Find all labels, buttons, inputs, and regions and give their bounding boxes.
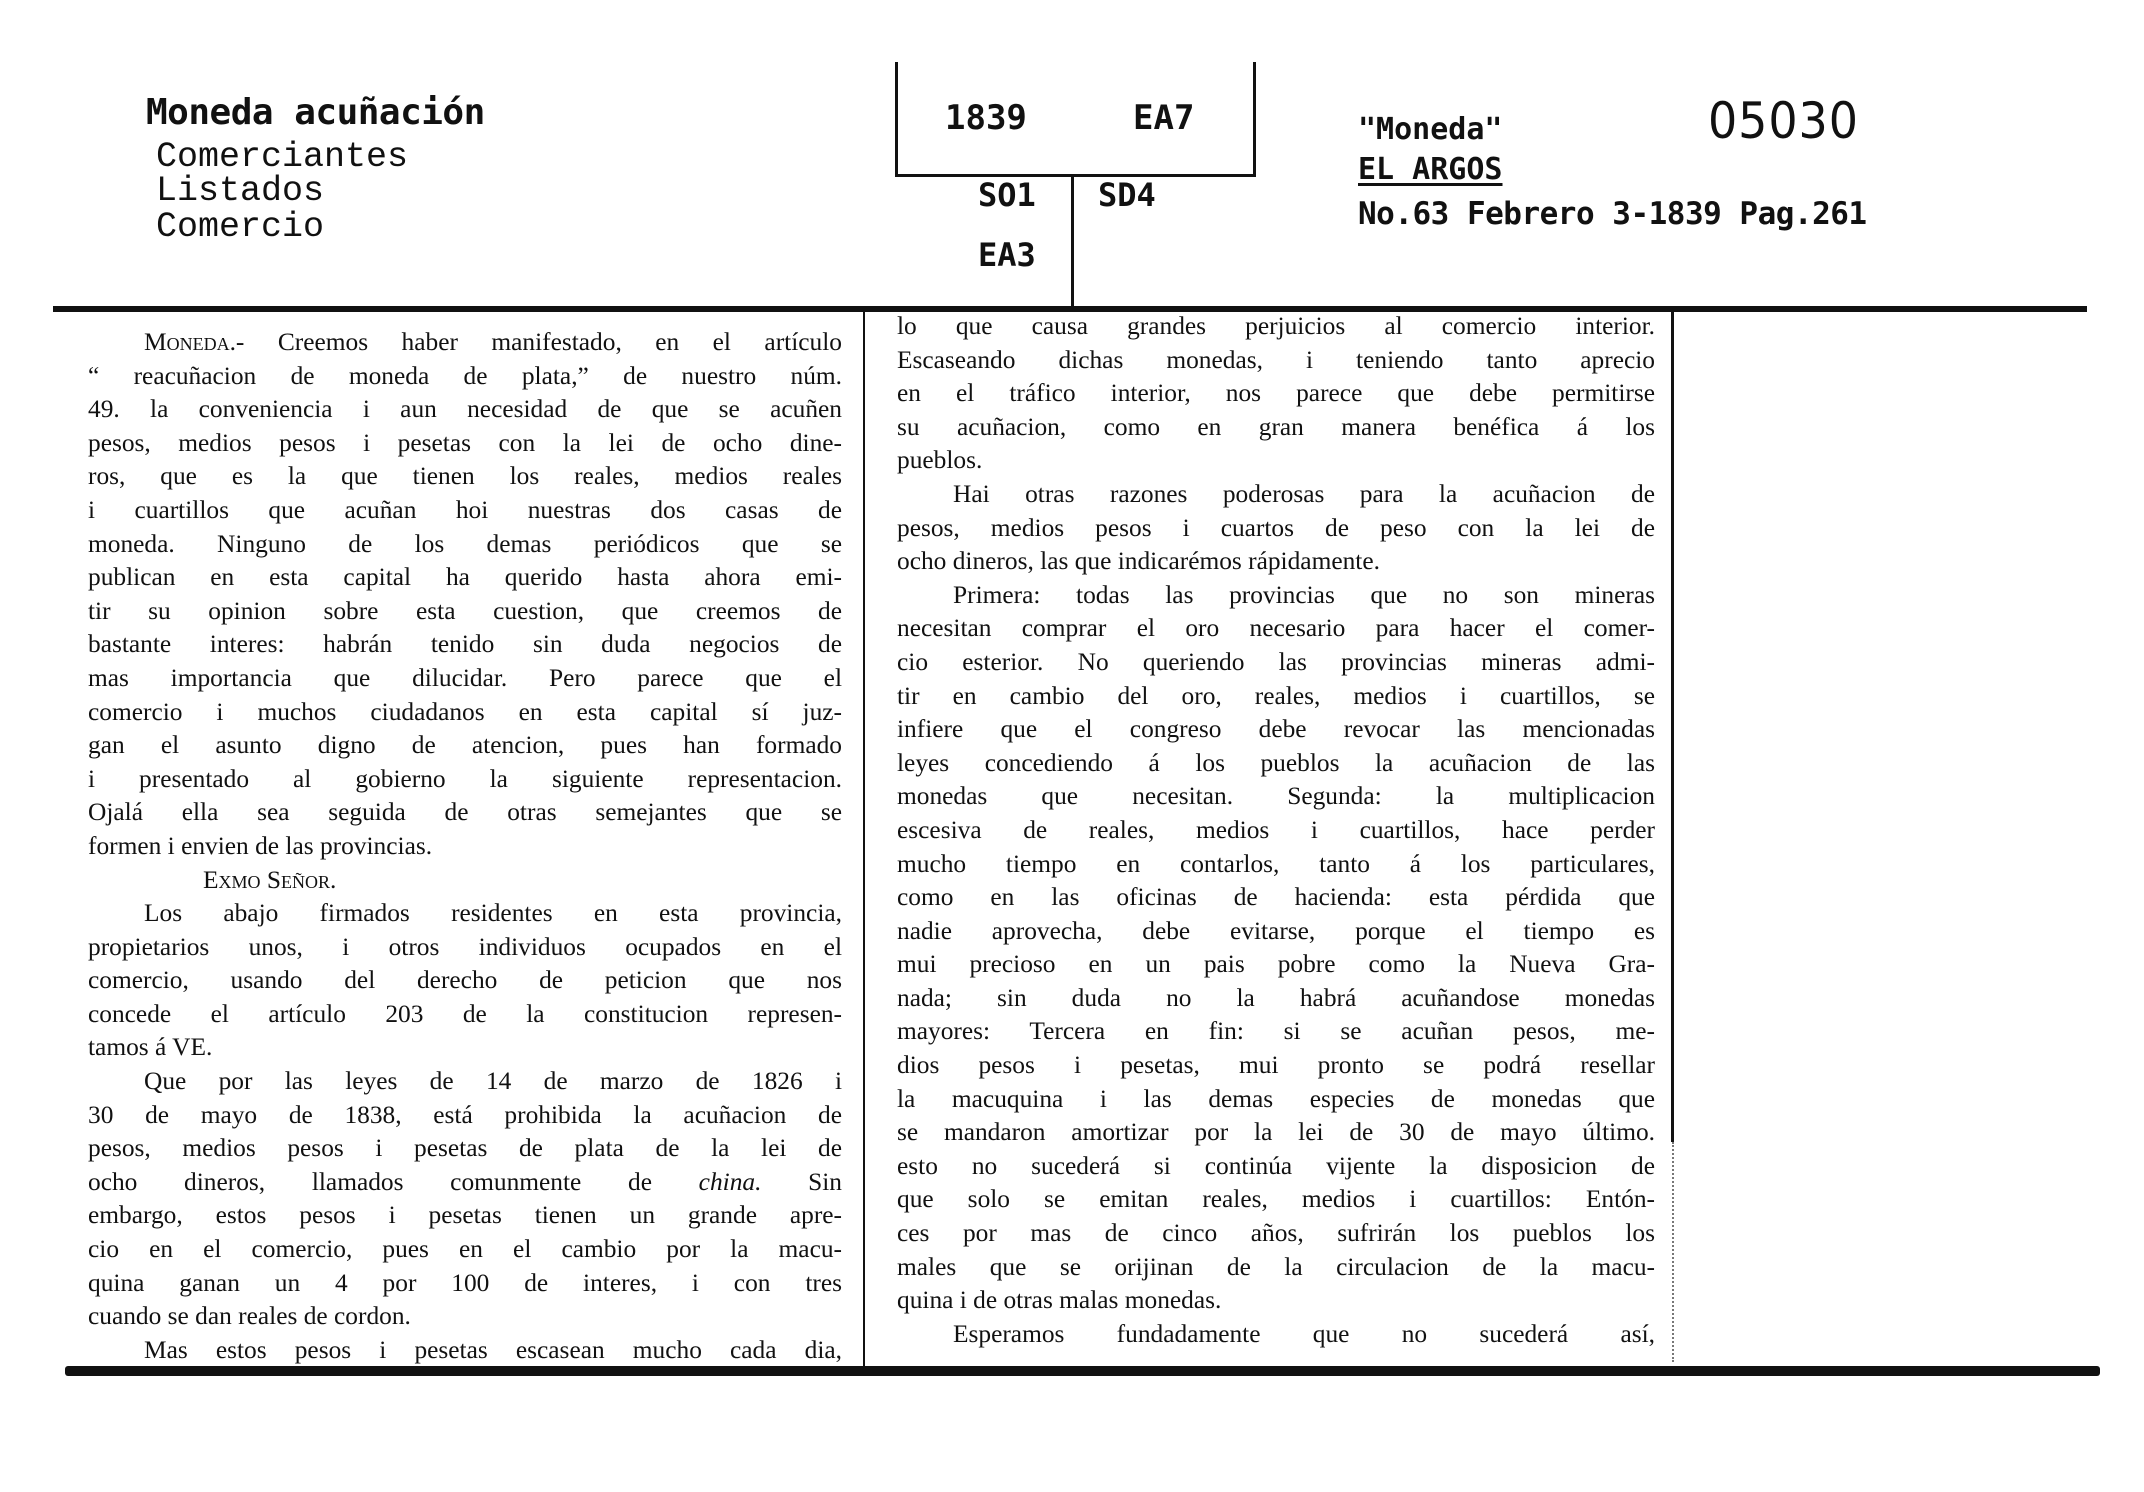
text-line [88,326,842,360]
handwritten-file-number: 05030 [1708,92,1859,150]
text-line: concede el artículo 203 de la constitucion represen- [88,999,842,1028]
text-line: Escaseando dichas monedas, i teniendo tanto aprecio [897,345,1655,374]
text-line: males que se orijinan de la circulacion de la macu- [897,1252,1655,1281]
text-line: formen i envien de las provincias. [88,831,433,860]
text-line: esto no sucederá si continúa vijente la disposicion de [897,1151,1655,1180]
text-line: Primera: todas las provincias que no son mineras [953,580,1655,609]
source-issue: No.63 Febrero 3-1839 Pag.261 [1358,196,1867,232]
text-line: mui precioso en un pais pobre como la Nueva Gra- [897,950,1655,979]
text-line: ocho dineros, llamados comunmente de china. Sin [88,1167,842,1196]
subject-tag: Comercio [156,207,325,247]
text-line: Mas estos pesos i pesetas escasean mucho cada dia, [144,1335,842,1364]
text-line: la macuquina i las demas especies de monedas que [897,1084,1655,1113]
text-line: tir en cambio del oro, reales, medios i cuartillos, se [897,681,1655,710]
text-line: Ojalá ella sea seguida de otras semejantes que se [88,798,842,827]
ea-code: EA3 [978,236,1036,274]
text-line: monedas que necesitan. Segunda: la multiplicacion [897,782,1655,811]
text-line: Exmo Señor. [203,865,337,894]
text-line: su acuñacion, como en gran manera benéfica á los [897,412,1655,441]
article-left-column [88,326,842,1367]
text-line: lo que causa grandes perjuicios al comercio interior. [897,312,1655,340]
text-line: nadie aprovecha, debe evitarse, porque el tiempo es [897,916,1655,945]
text-line: embargo, estos pesos i pesetas tienen un grande apre- [88,1201,842,1230]
text-line: se mandaron amortizar por la lei de 30 de mayo último. [897,1118,1655,1147]
text-line: pesos, medios pesos i cuartos de peso con la lei de [897,513,1655,542]
text-line: moneda. Ninguno de los demas periódicos que se [88,529,842,558]
text-line: Los abajo firmados residentes en esta provincia, [144,899,842,928]
text-line: tamos á VE. [88,1033,213,1062]
text-line: “ reacuñacion de moneda de plata,” de nuestro núm. [88,361,842,390]
text-line: mayores: Tercera en fin: si se acuñan pesos, me- [897,1017,1655,1046]
text-line: bastante interes: habrán tenido sin duda negocios de [88,630,842,659]
sd-code: SD4 [1098,176,1156,214]
text-line: pesos, medios pesos i pesetas con la lei de ocho dine- [88,428,842,457]
text-line: infiere que el congreso debe revocar las mencionadas [897,715,1655,744]
text-line: pueblos. [897,446,983,475]
section-lead: Moneda.- [144,328,245,356]
main-code: EA7 [1133,98,1195,138]
text-line: 49. la conveniencia i aun necesidad de que se acuñen [88,395,842,424]
text-line: propietarios unos, i otros individuos ocupados en el [88,932,842,961]
text-line: como en las oficinas de hacienda: esta pérdida que [897,883,1655,912]
bottom-rule [65,1366,2100,1376]
text-line: i presentado al gobierno la siguiente representacion. [88,764,842,793]
text-line: cio en el comercio, pues en el cambio por la macu- [88,1235,842,1264]
subject-heading: Moneda acuñación [146,92,485,133]
text-line: mucho tiempo en contarlos, tanto á los particulares, [897,849,1655,878]
subject-tag: Listados [156,171,325,211]
source-topic: "Moneda" [1358,112,1503,147]
so-code: SO1 [978,176,1036,214]
text-line: 30 de mayo de 1838, está prohibida la acuñacion de [88,1100,842,1129]
text-line: en el tráfico interior, nos parece que debe permitirse [897,379,1655,408]
text-line: ros, que es la que tienen los reales, medios reales [88,462,842,491]
text-line: ocho dineros, las que indicarémos rápidamente. [897,547,1380,576]
text-line: necesitan comprar el oro necesario para hacer el comer- [897,614,1655,643]
line-text: Creemos haber manifestado, en el artículo [244,328,842,356]
text-line: Que por las leyes de 14 de marzo de 1826 i [144,1067,842,1096]
text-line: cio esterior. No queriendo las provincias mineras admi- [897,647,1655,676]
text-line: comercio i muchos ciudadanos en esta capital sí juz- [88,697,842,726]
source-newspaper: EL ARGOS [1358,152,1503,187]
right-border-faded [1672,1142,1674,1362]
article-right-column [897,310,1655,1351]
text-line: Hai otras razones poderosas para la acuñacion de [953,479,1655,508]
text-line: mas importancia que dilucidar. Pero parece que el [88,663,842,692]
code-divider [1071,175,1074,308]
text-line: gan el asunto digno de atencion, pues han formado [88,731,842,760]
text-line: escesiva de reales, medios i cuartillos, hace perder [897,815,1655,844]
text-line: dios pesos i pesetas, mui pronto se podrá resellar [897,1051,1655,1080]
text-line: cuando se dan reales de cordon. [88,1302,411,1331]
year-code: 1839 [945,98,1027,138]
text-line: i cuartillos que acuñan hoi nuestras dos casas de [88,495,842,524]
text-line: nada; sin duda no la habrá acuñandose monedas [897,983,1655,1012]
text-line: tir su opinion sobre esta cuestion, que creemos de [88,596,842,625]
italic-word: china. [698,1167,762,1196]
text-line: pesos, medios pesos i pesetas de plata de la lei de [88,1134,842,1163]
text-line: que solo se emitan reales, medios i cuartillos: Entón- [897,1185,1655,1214]
text-line: quina ganan un 4 por 100 de interes, i con tres [88,1268,842,1297]
text-line: leyes concediendo á los pueblos la acuñacion de las [897,748,1655,777]
text-line: Esperamos fundadamente que no sucederá así, [953,1319,1655,1348]
text-line: comercio, usando del derecho de peticion que nos [88,966,842,995]
text-line: ces por mas de cinco años, sufrirán los pueblos los [897,1219,1655,1248]
text-line: quina i de otras malas monedas. [897,1286,1222,1315]
column-divider [863,312,865,1368]
right-border [1671,312,1674,1142]
subject-tag: Comerciantes [156,137,409,177]
text-line: publican en esta capital ha querido hasta ahora emi- [88,563,842,592]
